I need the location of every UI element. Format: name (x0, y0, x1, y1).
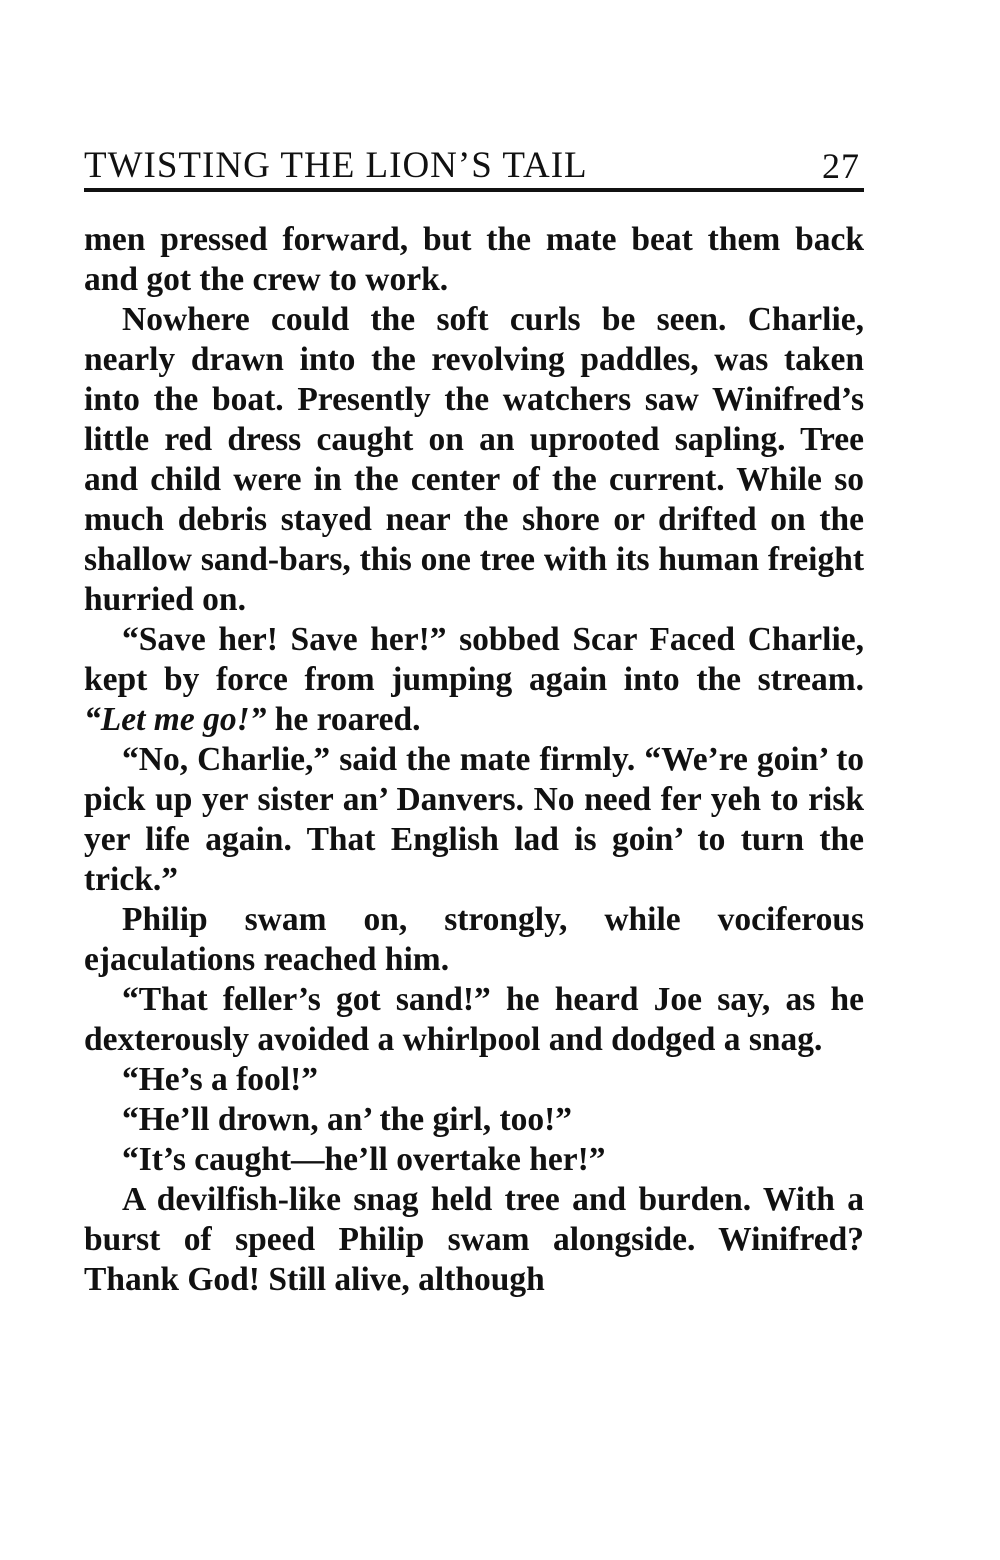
paragraph: “He’ll drown, an’ the girl, too!” (122, 1101, 573, 1138)
paragraph: “That feller’s got sand!” he heard Joe say, as he dexterously avoided a whirlpool and dodged a snag. (84, 981, 864, 1058)
body-text (84, 220, 864, 1300)
paragraph: men pressed forward, but the mate beat them back and got the crew to work. (84, 221, 864, 298)
paragraph-text: “Save her! Save her!” sobbed Scar Faced Charlie, kept by force from jumping again into the stream. (84, 621, 864, 698)
paragraph: “No, Charlie,” said the mate firmly. “We’re goin’ to pick up yer sister an’ Danvers. No need fer yeh to risk yer life again. That English lad is goin’ to turn the trick.” (84, 741, 864, 898)
paragraph: Nowhere could the soft curls be seen. Charlie, nearly drawn into the revolving paddles, was taken into the boat. Presently the watchers saw Winifred’s little red dress caught on an uprooted sapling. Tree and child were in the center of the current. While so much debris stayed near the shore or drifted on the shallow sand-bars, this one tree with its human freight hurried on. (84, 301, 864, 618)
paragraph: “He’s a fool!” (122, 1061, 318, 1098)
running-title: TWISTING THE LION’S TAIL (84, 145, 588, 186)
paragraph: A devilfish-like snag held tree and burden. With a burst of speed Philip swam alongside. Winifred? Thank God! Still alive, although (84, 1181, 864, 1298)
running-head (84, 136, 864, 192)
italic-quote: “Let me go!” (84, 701, 267, 738)
paragraph: Philip swam on, strongly, while vociferous ejaculations reached him. (84, 901, 864, 978)
paragraph: “It’s caught—he’ll overtake her!” (122, 1141, 606, 1178)
page-number: 27 (822, 146, 860, 186)
paragraph-text: he roared. (266, 701, 421, 738)
book-page (84, 136, 864, 1300)
paragraph (84, 620, 864, 740)
